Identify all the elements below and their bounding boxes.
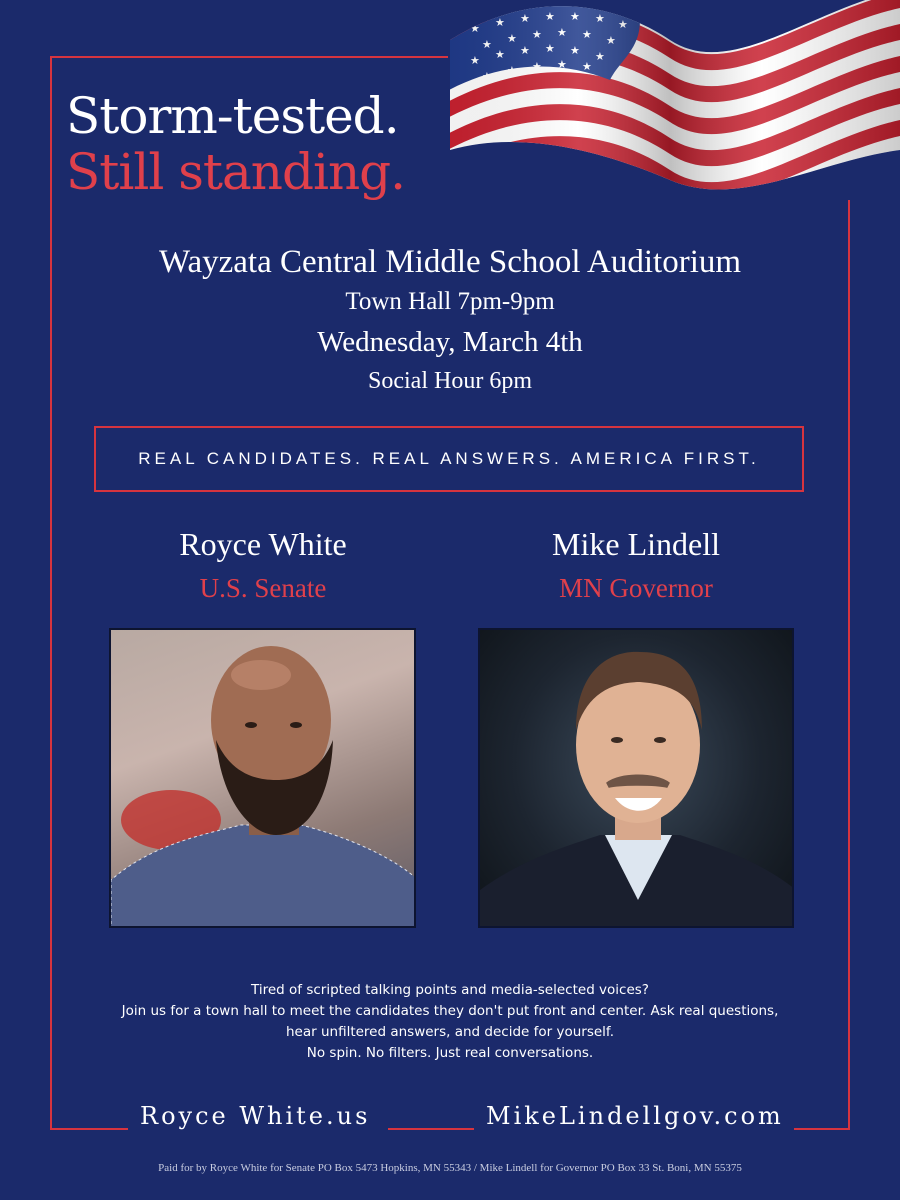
website-link-royce-white[interactable]: Royce White.us bbox=[140, 1102, 371, 1130]
event-date: Wednesday, March 4th bbox=[317, 326, 583, 358]
headline bbox=[66, 88, 405, 200]
candidate-name: Royce White bbox=[179, 526, 347, 562]
candidate-office: MN Governor bbox=[559, 573, 713, 603]
social-hour: Social Hour 6pm bbox=[368, 368, 532, 394]
headline-line-2: Still standing. bbox=[66, 143, 406, 201]
candidate-royce-white bbox=[110, 526, 416, 604]
tagline-box bbox=[94, 426, 804, 492]
event-time: Town Hall 7pm-9pm bbox=[345, 288, 555, 315]
american-flag-icon bbox=[440, 0, 900, 190]
description-line: hear unfiltered answers, and decide for yourself. bbox=[285, 1024, 614, 1040]
candidate-name: Mike Lindell bbox=[552, 526, 720, 562]
description-line: No spin. No filters. Just real conversations. bbox=[306, 1045, 594, 1061]
event-description bbox=[90, 980, 810, 1064]
headline-line-1: Storm-tested. bbox=[66, 87, 399, 145]
website-link-mike-lindell[interactable]: MikeLindellgov.com bbox=[486, 1102, 784, 1130]
description-line: Tired of scripted talking points and media-selected voices? bbox=[251, 982, 649, 998]
venue-name: Wayzata Central Middle School Auditorium bbox=[158, 244, 742, 280]
description-line: Join us for a town hall to meet the candidates they don't put front and center. Ask real questions, bbox=[121, 1003, 779, 1019]
candidate-mike-lindell bbox=[478, 526, 794, 604]
candidate-office: U.S. Senate bbox=[199, 573, 327, 603]
candidate-photo-mike-lindell bbox=[478, 628, 794, 928]
paid-for-disclaimer: Paid for by Royce White for Senate PO Box 5473 Hopkins, MN 55343 / Mike Lindell for Governor PO Box 33 St. Boni, MN 55375 bbox=[158, 1162, 742, 1174]
candidate-photo-royce-white bbox=[109, 628, 416, 928]
tagline: REAL CANDIDATES. REAL ANSWERS. AMERICA FIRST. bbox=[138, 449, 760, 468]
